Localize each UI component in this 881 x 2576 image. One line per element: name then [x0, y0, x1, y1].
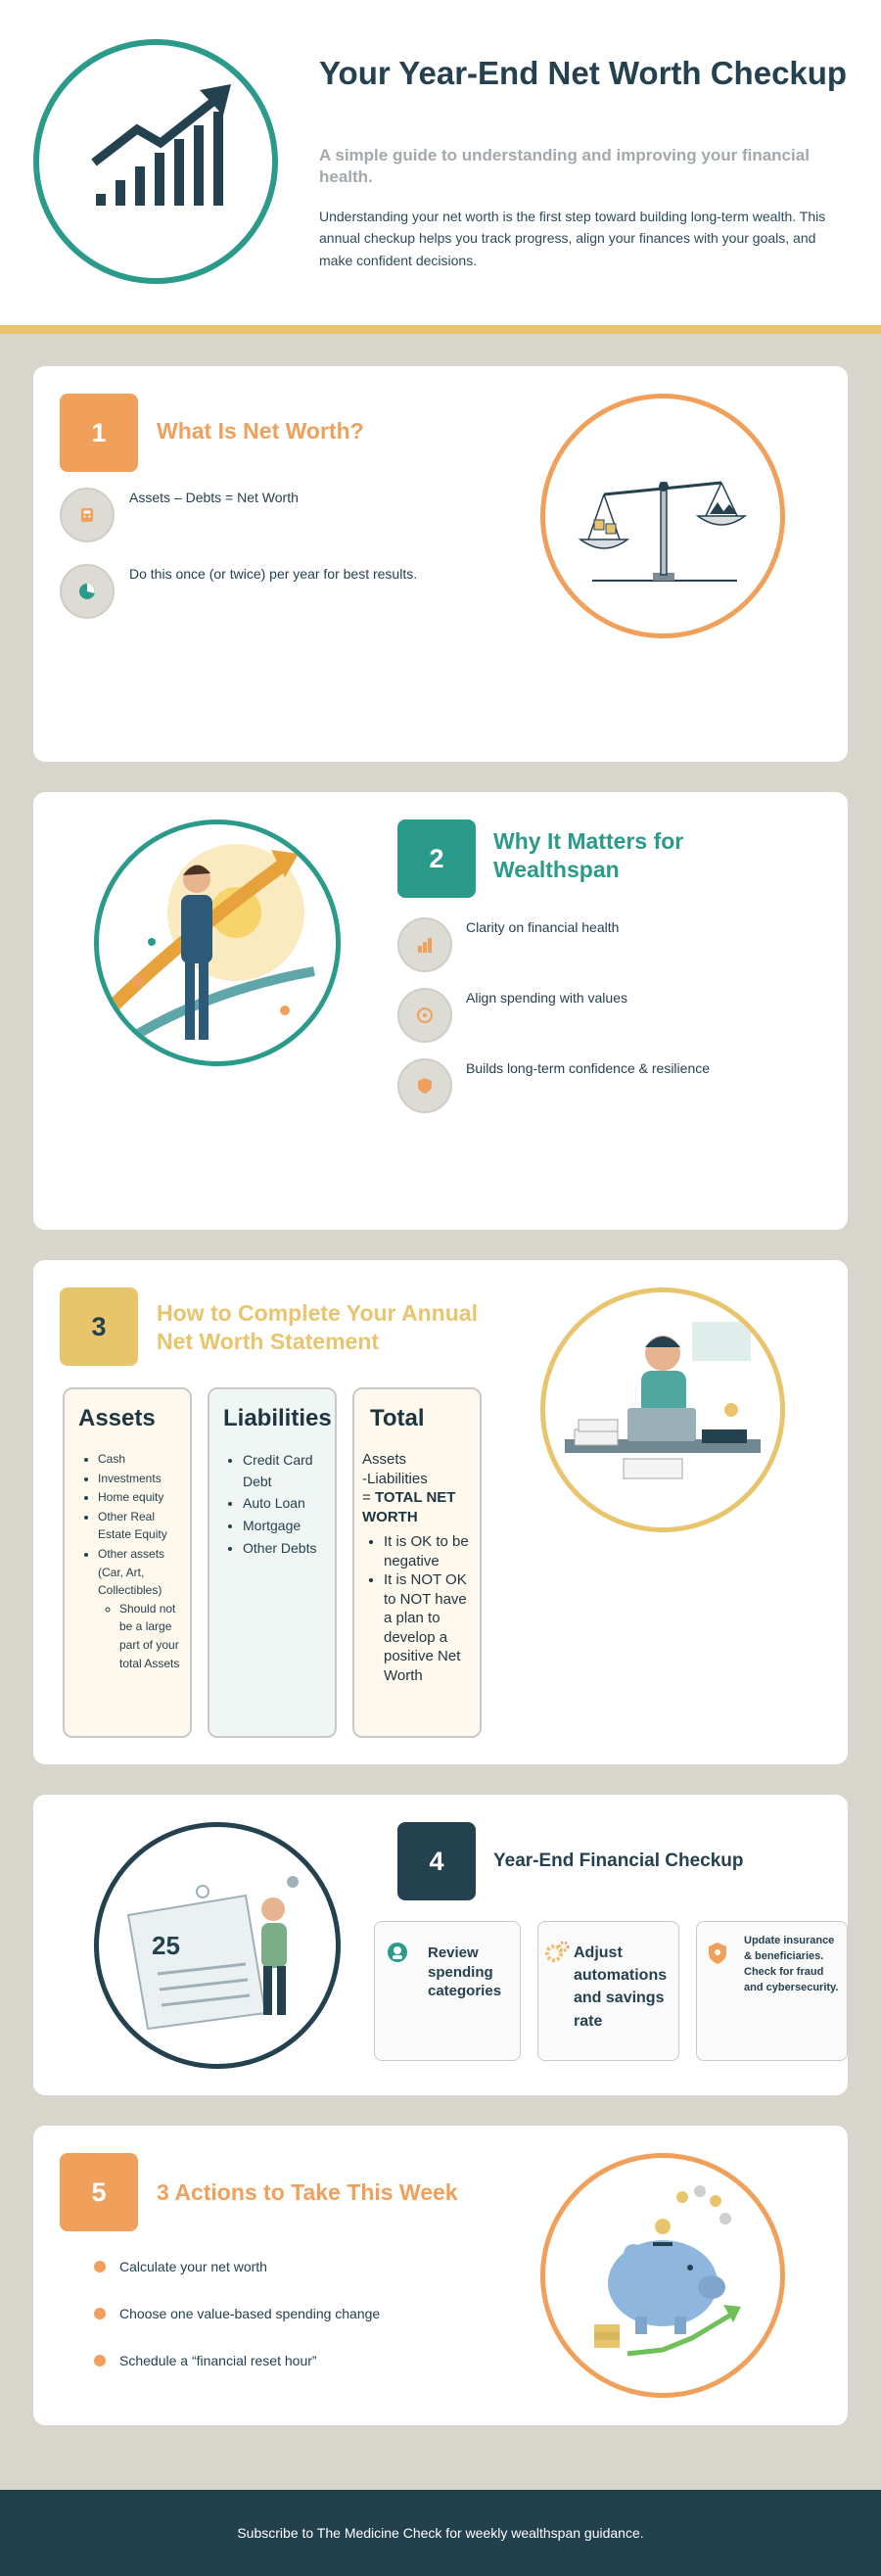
section-title: Year-End Financial Checkup — [493, 1850, 744, 1871]
footer-subscribe-text: Subscribe to The Medicine Check for weekly wealthspan guidance. — [237, 2525, 644, 2541]
assets-list — [98, 1450, 182, 1672]
list-item: • Other Debts — [243, 1538, 327, 1560]
checkup-card-label: Adjust automations and savings rate — [574, 1944, 668, 2030]
section-title: What Is Net Worth? — [157, 418, 364, 444]
target-icon — [397, 988, 452, 1043]
header-divider — [0, 325, 881, 334]
action-item — [94, 2259, 267, 2274]
confident-woman-illustration — [94, 820, 341, 1066]
action-item-text: Schedule a “financial reset hour” — [119, 2353, 317, 2368]
list-item-text: Other assets (Car, Art, Collectibles) — [98, 1546, 165, 1598]
assets-title: Assets — [78, 1405, 156, 1431]
shield-icon — [397, 1058, 452, 1113]
checkup-card-spending — [374, 1921, 521, 2061]
total-column — [352, 1387, 482, 1738]
section-number-badge: 5 — [60, 2153, 138, 2231]
pie-chart-icon — [60, 564, 115, 619]
page-description: Understanding your net worth is the first step toward building long-term wealth. This annual checkup helps you track progress, align your finances with your goals, and make confident decisions. — [319, 209, 826, 268]
action-item — [94, 2353, 317, 2368]
section-number-badge: 1 — [60, 394, 138, 472]
section-why-it-matters — [33, 792, 848, 1230]
page-title: Your Year-End Net Worth Checkup — [319, 55, 848, 91]
section-actions-this-week — [33, 2126, 848, 2425]
list-item: • Credit Card Debt — [243, 1450, 327, 1492]
total-formula — [362, 1450, 474, 1526]
formula-assets: Assets — [362, 1451, 407, 1468]
section-how-to-complete — [33, 1260, 848, 1764]
checkup-card-label: Update insurance & beneficiaries. Check for fraud and cybersecurity. — [744, 1935, 839, 1993]
list-item: • It is OK to be negative — [384, 1532, 474, 1570]
liabilities-list — [243, 1450, 327, 1559]
total-notes — [384, 1532, 474, 1685]
calendar-illustration — [94, 1822, 341, 2069]
assets-column — [63, 1387, 192, 1738]
section-title: How to Complete Your Annual Net Worth Statement — [157, 1300, 478, 1354]
list-item: • Investments — [98, 1470, 182, 1488]
formula-equals: = — [362, 1489, 375, 1506]
list-item: Assets – Debts = Net Worth — [129, 490, 299, 505]
action-item-text: Choose one value-based spending change — [119, 2306, 381, 2321]
list-item: • Home equity — [98, 1488, 182, 1507]
formula-total: TOTAL NET WORTH — [362, 1489, 456, 1525]
footer — [0, 2490, 881, 2576]
bullet-icon — [94, 2261, 106, 2272]
svg-text:25: 25 — [152, 1931, 180, 1960]
list-item: • Mortgage — [243, 1516, 327, 1537]
bullet-icon — [94, 2308, 106, 2319]
section-title: Why It Matters for Wealthspan — [493, 828, 684, 882]
calculator-icon — [60, 488, 115, 542]
list-item: • It is NOT OK to NOT have a plan to develop a positive Net Worth — [384, 1570, 474, 1685]
list-item: Clarity on financial health — [466, 919, 620, 935]
list-item: • Auto Loan — [243, 1493, 327, 1515]
balance-scale-illustration — [540, 394, 785, 638]
gears-icon — [544, 1940, 570, 1970]
checkup-card-label: Review spending categories — [428, 1944, 502, 1999]
growth-chart-icon — [33, 39, 278, 284]
sub-list-item: ◦ Should not be a large part of your total Assets — [119, 1600, 182, 1672]
total-title: Total — [370, 1405, 425, 1431]
receipt-person-icon — [387, 1942, 408, 1968]
list-item — [98, 1545, 182, 1672]
list-item: Align spending with values — [466, 990, 627, 1006]
list-item: • Other Real Estate Equity — [98, 1508, 182, 1544]
checkup-card-automations — [537, 1921, 679, 2061]
sub-list — [119, 1600, 182, 1672]
list-item: Do this once (or twice) per year for best results. — [129, 566, 418, 582]
list-item: • Cash — [98, 1450, 182, 1469]
piggy-bank-illustration — [540, 2153, 785, 2398]
list-item: Builds long-term confidence & resilience — [466, 1060, 711, 1076]
header — [0, 0, 881, 325]
section-what-is-net-worth — [33, 366, 848, 762]
section-number-badge: 3 — [60, 1288, 138, 1366]
checkup-card-insurance — [696, 1921, 848, 2061]
action-item-text: Calculate your net worth — [119, 2259, 267, 2274]
page-subtitle: A simple guide to understanding and improving your financial health. — [319, 146, 810, 187]
formula-liabilities: -Liabilities — [362, 1470, 428, 1487]
section-title: 3 Actions to Take This Week — [157, 2179, 458, 2205]
liabilities-title: Liabilities — [223, 1405, 332, 1431]
section-number-badge: 4 — [397, 1822, 476, 1900]
man-at-laptop-illustration — [540, 1288, 785, 1532]
formula-result — [362, 1488, 474, 1526]
action-item — [94, 2306, 380, 2321]
shield-check-icon — [707, 1942, 728, 1970]
bar-chart-icon — [397, 917, 452, 972]
section-number-badge: 2 — [397, 820, 476, 898]
bullet-icon — [94, 2355, 106, 2366]
liabilities-column — [208, 1387, 337, 1738]
